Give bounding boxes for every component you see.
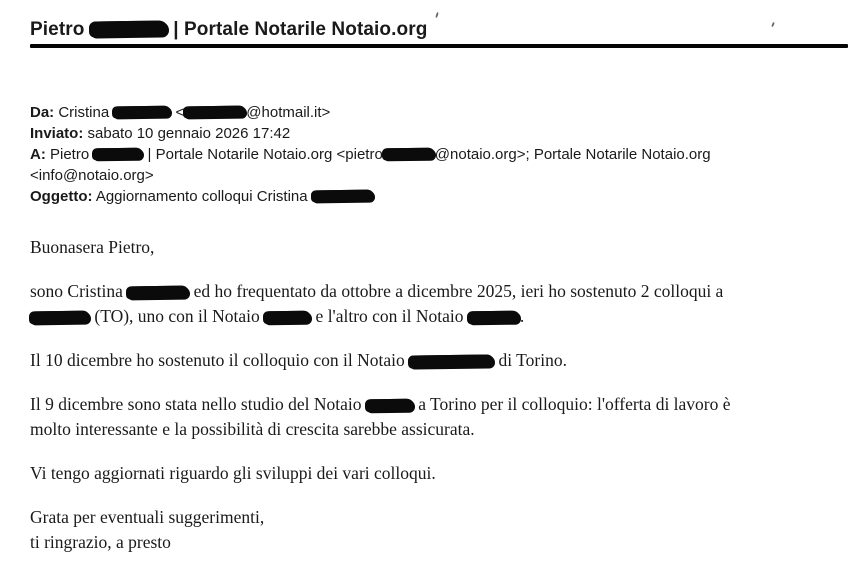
text-run: ti ringrazio, a presto [30, 532, 171, 552]
text-run: A: [30, 146, 46, 163]
body-paragraph [30, 279, 846, 329]
redaction-mark [93, 148, 143, 161]
redaction-mark [468, 311, 520, 325]
email-meta-header [30, 102, 846, 207]
redaction-mark [383, 148, 435, 161]
text-run: a Torino per il colloquio: l'offerta di lavoro è [413, 394, 731, 414]
text-run: ed ho frequentato da ottobre a dicembre 2025, ieri ho sostenuto 2 colloqui a [189, 281, 724, 301]
email-body [30, 235, 846, 555]
body-paragraph [30, 348, 846, 373]
redaction-mark [409, 354, 494, 368]
text-run: molto interessante e la possibilità di crescita sarebbe assicurata. [30, 419, 475, 439]
text-run: sabato 10 gennaio 2026 17:42 [83, 125, 291, 142]
redaction-mark [30, 311, 90, 325]
meta-line [30, 123, 846, 144]
text-run: Pietro [30, 19, 90, 40]
body-paragraph [30, 505, 846, 555]
body-line [30, 235, 846, 260]
body-line [30, 417, 846, 442]
redaction-mark [264, 311, 311, 325]
redaction-mark [366, 399, 414, 413]
body-paragraph [30, 235, 846, 260]
body-line [30, 279, 846, 304]
redaction-mark [127, 286, 189, 300]
redaction-mark [312, 190, 374, 203]
body-line [30, 392, 846, 417]
body-line [30, 461, 846, 486]
text-run: Buonasera Pietro, [30, 237, 155, 257]
text-run: | Portale Notarile Notaio.org <pietro [143, 146, 383, 163]
text-run: Da: [30, 104, 55, 121]
redaction-mark [184, 106, 246, 119]
text-run: Grata per eventuali suggerimenti, [30, 507, 265, 527]
meta-line [30, 102, 846, 123]
text-run: e l'altro con il Notaio [311, 306, 468, 326]
text-run: Inviato: [30, 125, 84, 142]
text-run: Cristina [54, 104, 114, 121]
text-run: Il 9 dicembre sono stata nello studio del Notaio [30, 394, 366, 414]
text-run: di Torino. [494, 350, 567, 370]
body-line [30, 348, 846, 373]
page-title [30, 18, 846, 41]
text-run: @hotmail.it> [246, 104, 331, 121]
body-line [30, 505, 846, 530]
text-run: Pietro [45, 146, 94, 163]
body-line [30, 304, 846, 329]
meta-line [30, 186, 846, 207]
text-run: Vi tengo aggiornati riguardo gli sviluppi dei vari colloqui. [30, 463, 436, 483]
text-run: . [519, 306, 525, 326]
redaction-mark [90, 20, 168, 37]
text-run: <info@notaio.org> [30, 167, 154, 184]
body-paragraph [30, 392, 846, 442]
title-divider-rule [30, 44, 848, 48]
text-run: Oggetto: [30, 188, 93, 205]
meta-line [30, 144, 846, 165]
body-line [30, 530, 846, 555]
text-run: < [171, 104, 185, 121]
text-run: | Portale Notarile Notaio.org [167, 19, 428, 40]
text-run: Aggiornamento colloqui Cristina [92, 188, 312, 205]
redaction-mark [113, 106, 171, 119]
text-run: sono Cristina [30, 281, 128, 301]
meta-line [30, 165, 846, 186]
text-run: @notaio.org>; Portale Notarile Notaio.org [434, 146, 711, 163]
body-paragraph [30, 461, 846, 486]
text-run: (TO), uno con il Notaio [90, 306, 265, 326]
text-run: Il 10 dicembre ho sostenuto il colloquio con il Notaio [30, 350, 410, 370]
